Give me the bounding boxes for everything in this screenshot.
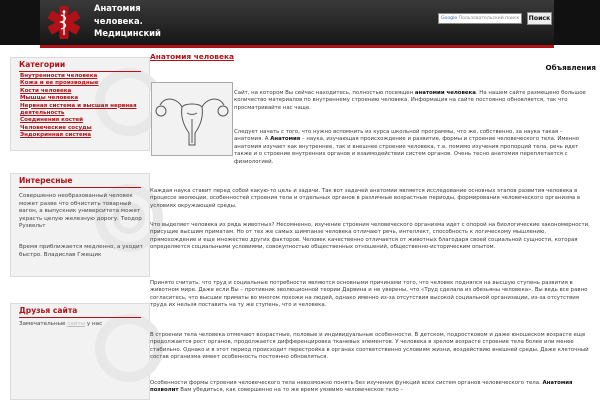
star-of-life-logo-icon[interactable] xyxy=(46,3,82,42)
bold-term: Анатомия xyxy=(270,136,301,143)
bold-term: Анатомия позволит xyxy=(150,380,573,394)
friends-box xyxy=(10,303,150,400)
category-link[interactable]: Эндокринная система xyxy=(20,132,92,139)
header-margin-left xyxy=(0,0,40,45)
paragraph-text: – наука, изучающая происхождение и развитие, формы и строение человеческого тела. Именно анатомия изучает как внутреннее, так и внешнее строение человека, т.е. помимо изучения пропорций тела, речь идет также и о строение внутренних органов и взаимодействии систем органов. Очень тесно анатомия переплетается с физиологией. xyxy=(234,136,580,165)
friends-text-after: у нас xyxy=(86,321,103,327)
category-link[interactable]: Кожа и ее производные xyxy=(20,80,99,87)
ads-heading: Объявления xyxy=(545,63,596,72)
page-title[interactable]: Анатомия человека xyxy=(150,52,234,61)
site-title[interactable] xyxy=(94,2,204,40)
site-title-line: Анатомия xyxy=(94,3,141,13)
interesting-title: Интересные xyxy=(19,176,73,185)
friends-text xyxy=(19,321,143,329)
paragraph: Принято считать, что труд и социальные потребности являются основными причинами того, что человек поднялся на высшую ступень развития в животном мире. Даже если Вы – противник эволюционной теории Дарвина и не уверены, что «Труд сделала из обезьяны человека», Вы ведь все равно согласитесь, что высшие приматы во многом похожи на людей, однако именно из-за отсутствия высокой социальной организации, из-за отсутствия труда их нельзя поставить на ту же ступень, что и человека. xyxy=(150,280,588,309)
category-link[interactable]: Мышцы человека xyxy=(20,95,79,102)
paragraph: В строении тела человека отмечают возрастные, половые и индивидуальные особенности. В детском, подростковом и даже юношеском возрасте еще продолжается рост органов, продолжается дифференцировка тканевых элементов. У человека в зрелом возрасте строение тела более или менее стабильно. Однако и в этот период происходит перестройка в органах соответственно условиям жизни, воздействию внешней среды. Даже клеточный состав организма имеет особенность постоянно обновляться. xyxy=(150,332,589,361)
uterus-illustration-image xyxy=(151,82,233,156)
paragraph: Что выделяет человека из ряда животных? Несомненно, изучение строения человеческого организма идет с опорой на биологические закономерности, присущие высшим приматам. Но от тех же самых шимпанзе человека отличают речь, интеллект, способность к логическому мышлению, прямохождение и еще множество других факторов. Человек качественно отличается от животных благодаря своей социальной сущности, которая определяется социальными условиями, совокупностью общественных отношений, общественно-историческим опытом. xyxy=(150,222,590,251)
paragraph: Каждая наука ставит перед собой какую-то цель и задачи. Так вот задачей анатомии является исследование основных этапов развития человека в процессе эволюции, особенностей строения тела и отдельных органов в различные возрастные периоды, формирования человеческого организма в условиях окружающей среды. xyxy=(150,188,581,209)
main-content xyxy=(150,50,600,400)
paragraph xyxy=(234,129,590,166)
google-label: Google xyxy=(441,16,458,21)
friends-text-before: Замечательные xyxy=(19,321,66,327)
search-input[interactable] xyxy=(438,13,522,24)
paragraph-text: Следует начать с того, что нужно вспомнить из курса школьной программы, что же, собственно, за наука такая – анатомия. А xyxy=(234,129,563,143)
paragraph-text: Сайт, на котором Вы сейчас находитесь, полностью посвящен xyxy=(234,90,415,96)
category-link[interactable]: Нервная система и высшая нервная деятельность xyxy=(20,102,137,117)
category-link[interactable]: Внутренности человека xyxy=(20,73,98,79)
friends-link[interactable]: сайты xyxy=(67,321,86,327)
paragraph xyxy=(150,380,594,395)
search-placeholder: Пользовательский поиск xyxy=(458,16,520,21)
search-button[interactable]: Поиск xyxy=(527,12,552,25)
paragraph xyxy=(234,90,590,112)
bold-term: анатомии человека xyxy=(414,90,476,96)
header-margin-right xyxy=(554,0,600,45)
categories-box xyxy=(10,57,150,151)
category-link[interactable]: Кости человека xyxy=(20,87,72,94)
category-link[interactable]: Соединения костей xyxy=(20,117,84,124)
site-title-line: Медицинский xyxy=(94,28,161,38)
quote-text: Совершенно необразованный человек может разве что обчистить товарный вагон, а выпускник университета может украсть целую железную дорогу. Теодор Рузвельт xyxy=(19,193,142,230)
title-underline xyxy=(19,187,141,188)
site-header xyxy=(40,0,554,48)
site-title-line: человека. xyxy=(94,15,143,26)
interesting-box xyxy=(10,173,150,277)
quote-text: Время приближается медленно, а уходит быстро. Владислав Гжещик xyxy=(19,244,143,258)
title-underline xyxy=(19,317,141,318)
sidebar xyxy=(10,57,150,400)
category-link[interactable]: Человеческие сосуды xyxy=(20,124,92,131)
friends-title: Друзья сайта xyxy=(19,306,78,315)
categories-list xyxy=(20,73,146,140)
paragraph-text: Вам убедиться, как совершенно на то же время уязвимо человеческое тело – xyxy=(178,387,404,394)
paragraph-text: . На нашем сайте размещено большое количество материалов по внутреннему строению человека. Информация на сайте постоянно обновляется, так что просматривайте нас чаще. xyxy=(234,90,586,111)
title-underline xyxy=(19,71,141,72)
categories-title: Категории xyxy=(19,60,66,69)
paragraph-text: Особенности формы строения человеческого тела невозможно понять без изучения функций всех систем органов человеческого тела. xyxy=(150,380,543,386)
